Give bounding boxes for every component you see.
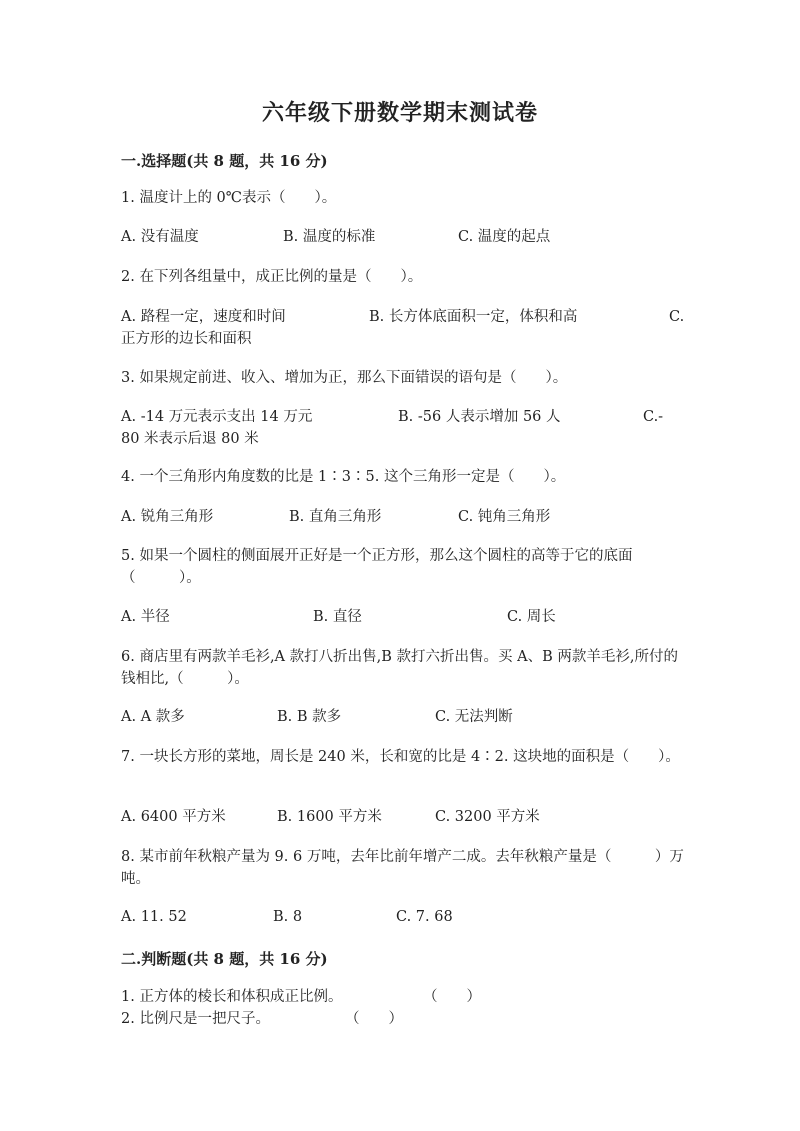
option-a: A. 路程一定，速度和时间 — [121, 309, 286, 325]
tf-question-text: 1. 正方体的棱长和体积成正比例。 — [121, 989, 343, 1005]
question-8: 8. 某市前年秋粮产量为 9. 6 万吨，去年比前年增产二成。去年秋粮产量是（ ）万吨。 — [121, 849, 684, 887]
option-a: A. 没有温度 — [121, 229, 199, 245]
question-3: 3. 如果规定前进、收入、增加为正，那么下面错误的语句是（ ）。 — [121, 370, 568, 386]
option-a: A. A 款多 — [121, 709, 185, 725]
option-c: C. 温度的起点 — [458, 229, 551, 245]
section-heading-choice: 一.选择题(共 8 题，共 16 分) — [121, 152, 328, 170]
option-a: A. -14 万元表示支出 14 万元 — [121, 409, 313, 425]
option-c: C.- — [643, 409, 664, 425]
option-c: C. 周长 — [507, 609, 556, 625]
option-c-continued: 80 米表示后退 80 米 — [121, 431, 259, 447]
option-b: B. 温度的标准 — [283, 229, 376, 245]
question-1: 1. 温度计上的 0℃表示（ ）。 — [121, 190, 337, 206]
option-b: B. B 款多 — [277, 709, 342, 725]
tf-question-2 — [121, 1008, 403, 1030]
option-b: B. 直径 — [313, 609, 362, 625]
question-4: 4. 一个三角形内角度数的比是 1∶3∶5. 这个三角形一定是（ ）。 — [121, 469, 566, 485]
question-6: 6. 商店里有两款羊毛衫,A 款打八折出售,B 款打六折出售。买 A、B 两款羊毛衫,所付的钱相比,（ ）。 — [121, 649, 678, 687]
option-a: A. 锐角三角形 — [121, 509, 214, 525]
question-7: 7. 一块长方形的菜地，周长是 240 米，长和宽的比是 4∶2. 这块地的面积是（ ）。 — [121, 749, 680, 765]
question-2: 2. 在下列各组量中，成正比例的量是（ ）。 — [121, 269, 423, 285]
option-c: C. 无法判断 — [435, 709, 513, 725]
tf-question-text: 2. 比例尺是一把尺子。 — [121, 1011, 270, 1027]
section-heading-true-false: 二.判断题(共 8 题，共 16 分) — [121, 950, 328, 968]
option-b: B. 长方体底面积一定，体积和高 — [369, 309, 578, 325]
option-c: C. 7. 68 — [396, 909, 453, 925]
tf-question-1 — [121, 986, 481, 1008]
option-b: B. 直角三角形 — [289, 509, 382, 525]
option-c: C. 钝角三角形 — [458, 509, 551, 525]
option-b: B. 8 — [273, 909, 303, 925]
option-c-continued: 正方形的边长和面积 — [121, 331, 252, 347]
option-c: C. — [669, 309, 685, 325]
option-a: A. 11. 52 — [121, 909, 187, 925]
page-title: 六年级下册数学期末测试卷 — [261, 100, 538, 126]
option-a: A. 半径 — [121, 609, 170, 625]
option-c: C. 3200 平方米 — [435, 809, 540, 825]
option-b: B. 1600 平方米 — [277, 809, 382, 825]
option-a: A. 6400 平方米 — [121, 809, 226, 825]
answer-parenthesis: （ ） — [423, 989, 481, 1005]
question-5: 5. 如果一个圆柱的侧面展开正好是一个正方形，那么这个圆柱的高等于它的底面（ ）。 — [121, 548, 633, 586]
option-b: B. -56 人表示增加 56 人 — [398, 409, 561, 425]
answer-parenthesis: （ ） — [345, 1011, 403, 1027]
